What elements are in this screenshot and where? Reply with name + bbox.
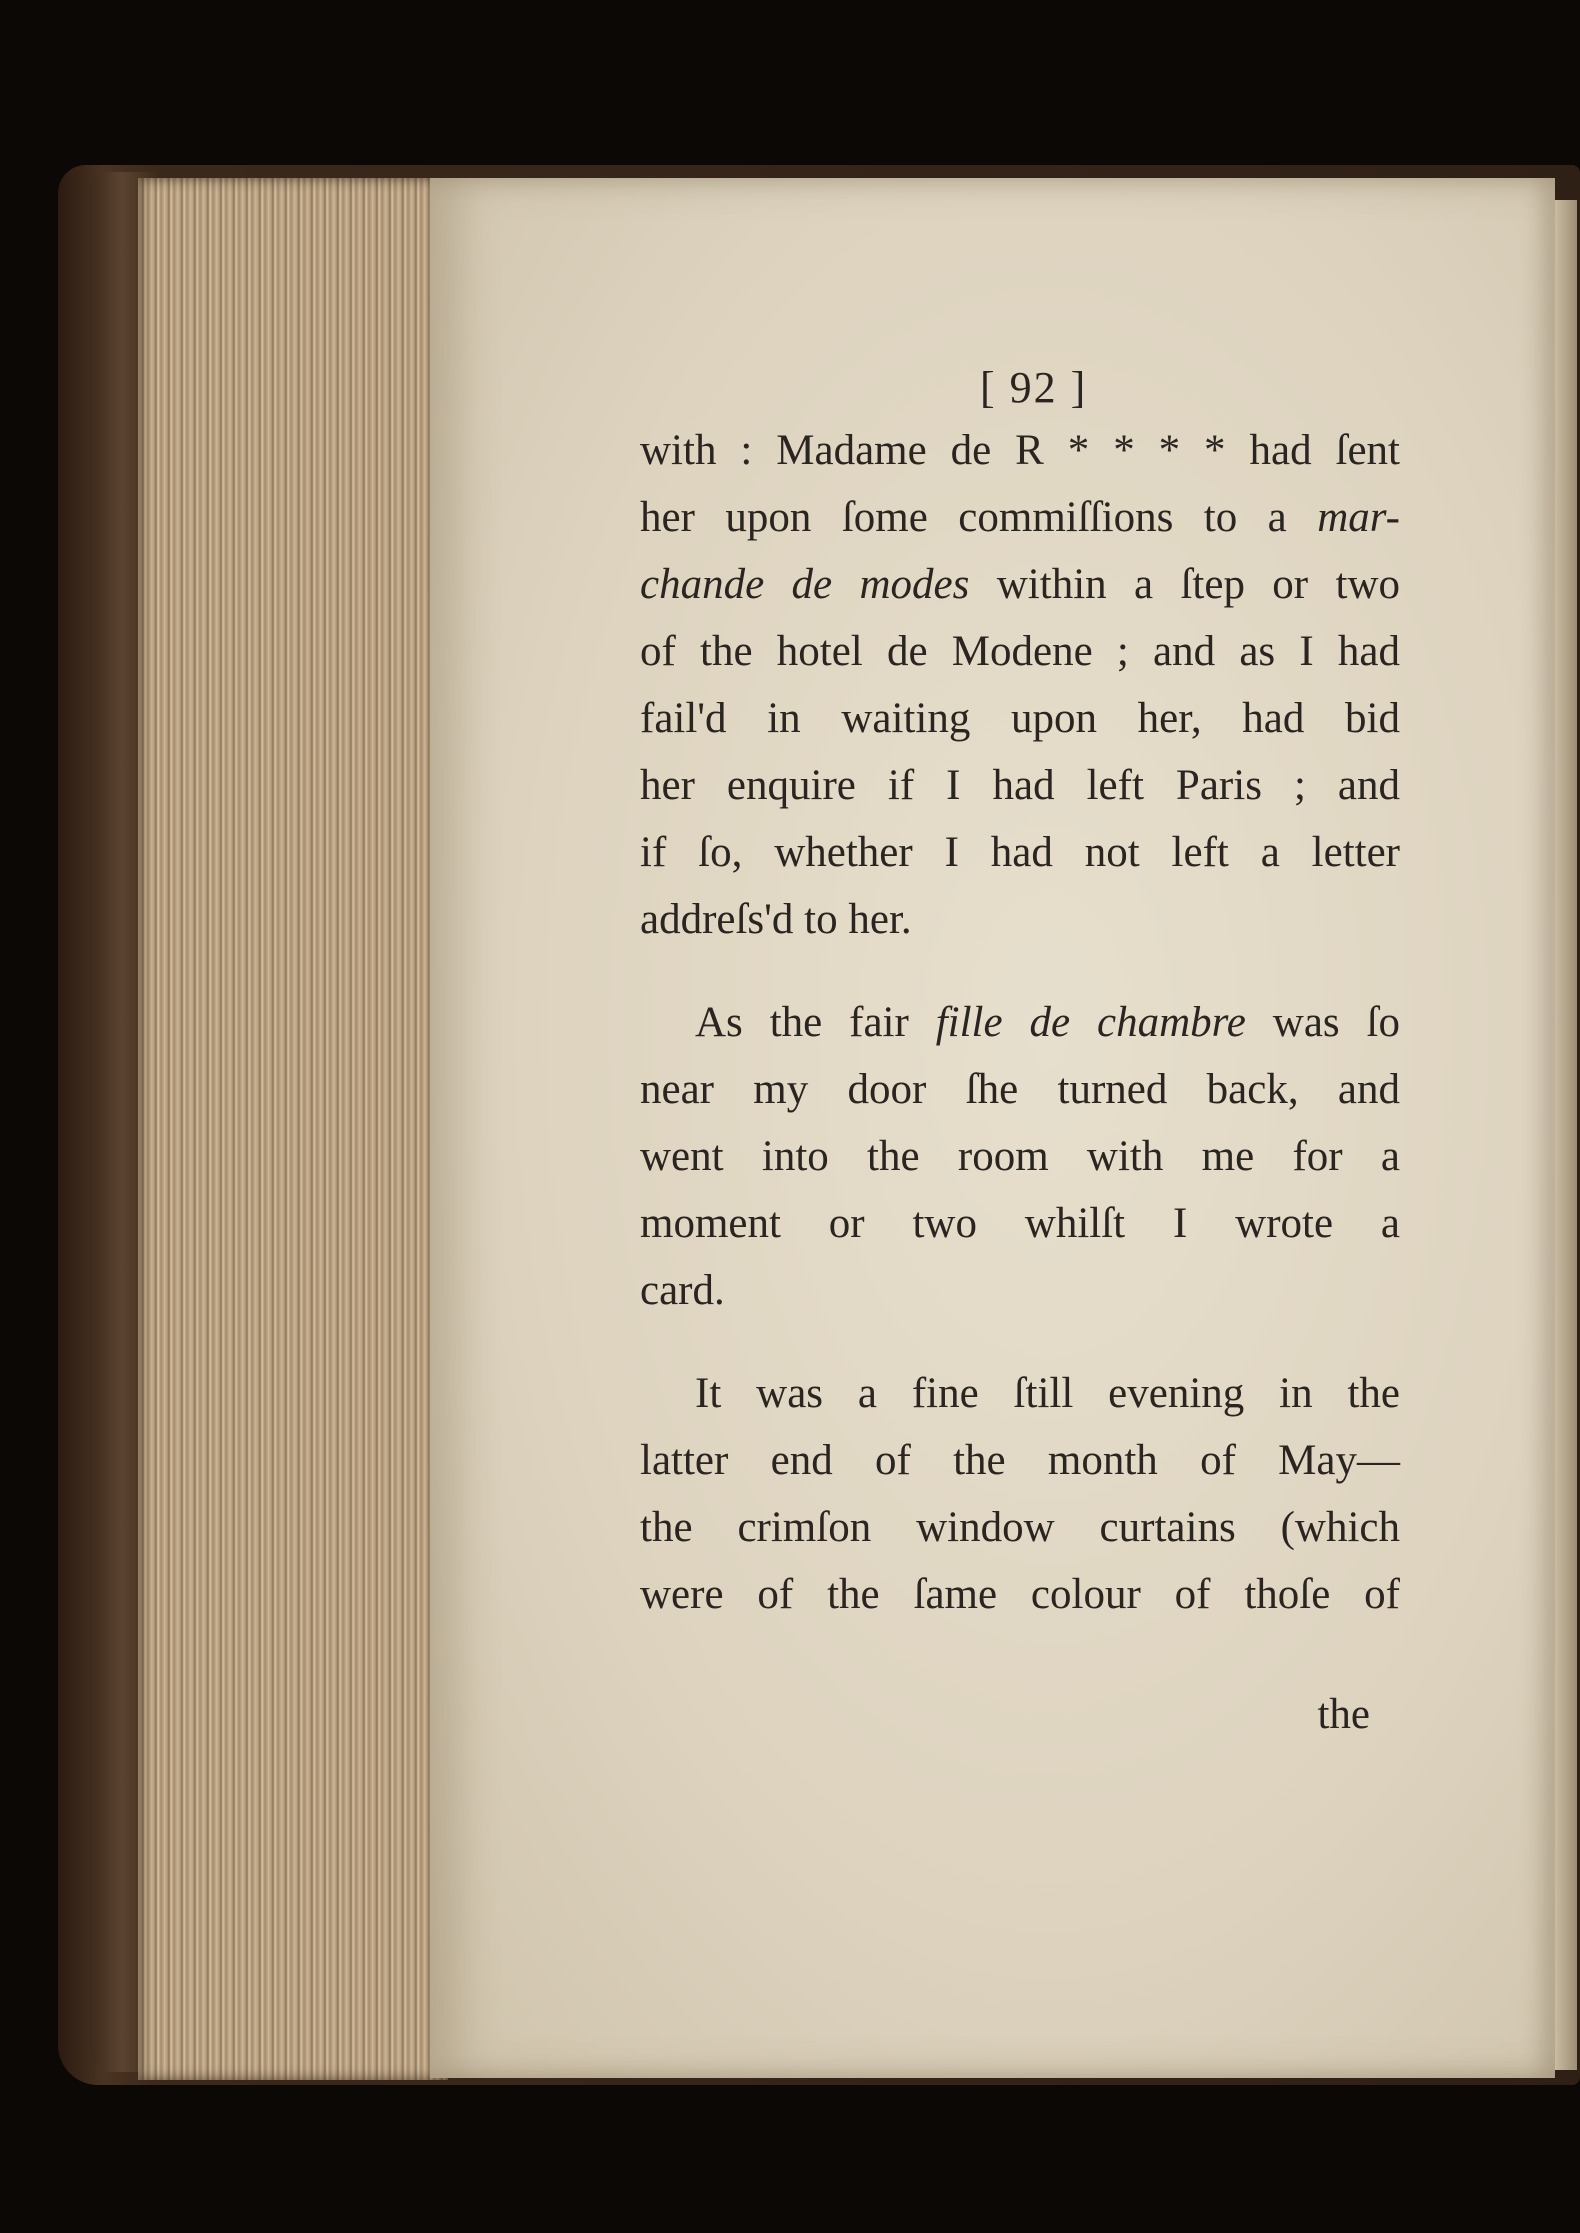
- text-line: if ſo, whether I had not left a letter: [640, 829, 1400, 876]
- text-line: latter end of the month of May—: [640, 1437, 1400, 1484]
- text-line: addreſs'd to her.: [640, 896, 912, 943]
- text-line: the crimſon window curtains (which: [640, 1504, 1400, 1551]
- text-line: of the hotel de Modene ; and as I had: [640, 628, 1400, 675]
- text-line: fail'd in waiting upon her, had bid: [640, 695, 1400, 742]
- text-line: her enquire if I had left Paris ; and: [640, 762, 1400, 809]
- text-line: were of the ſame colour of thoſe of: [640, 1571, 1400, 1618]
- page-gutter: [1555, 200, 1577, 2070]
- text-line: near my door ſhe turned back, and: [640, 1066, 1400, 1113]
- catchword: the: [1317, 1691, 1370, 1738]
- text-line: card.: [640, 1267, 725, 1314]
- text-line: went into the room with me for a: [640, 1133, 1400, 1180]
- page-text: [640, 350, 1400, 1628]
- text-line: chande de modes within a ſtep or two: [640, 561, 1400, 608]
- page-block-edge: [138, 178, 448, 2080]
- text-line: moment or two whilſt I wrote a: [640, 1200, 1400, 1247]
- page-number: [ 92 ]: [980, 363, 1088, 412]
- text-line: It was a fine ſtill evening in the: [695, 1370, 1400, 1417]
- text-line: with : Madame de R * * * * had ſent: [640, 427, 1400, 474]
- text-line: her upon ſome commiſſions to a mar-: [640, 494, 1400, 541]
- text-line: As the fair fille de chambre was ſo: [695, 999, 1400, 1046]
